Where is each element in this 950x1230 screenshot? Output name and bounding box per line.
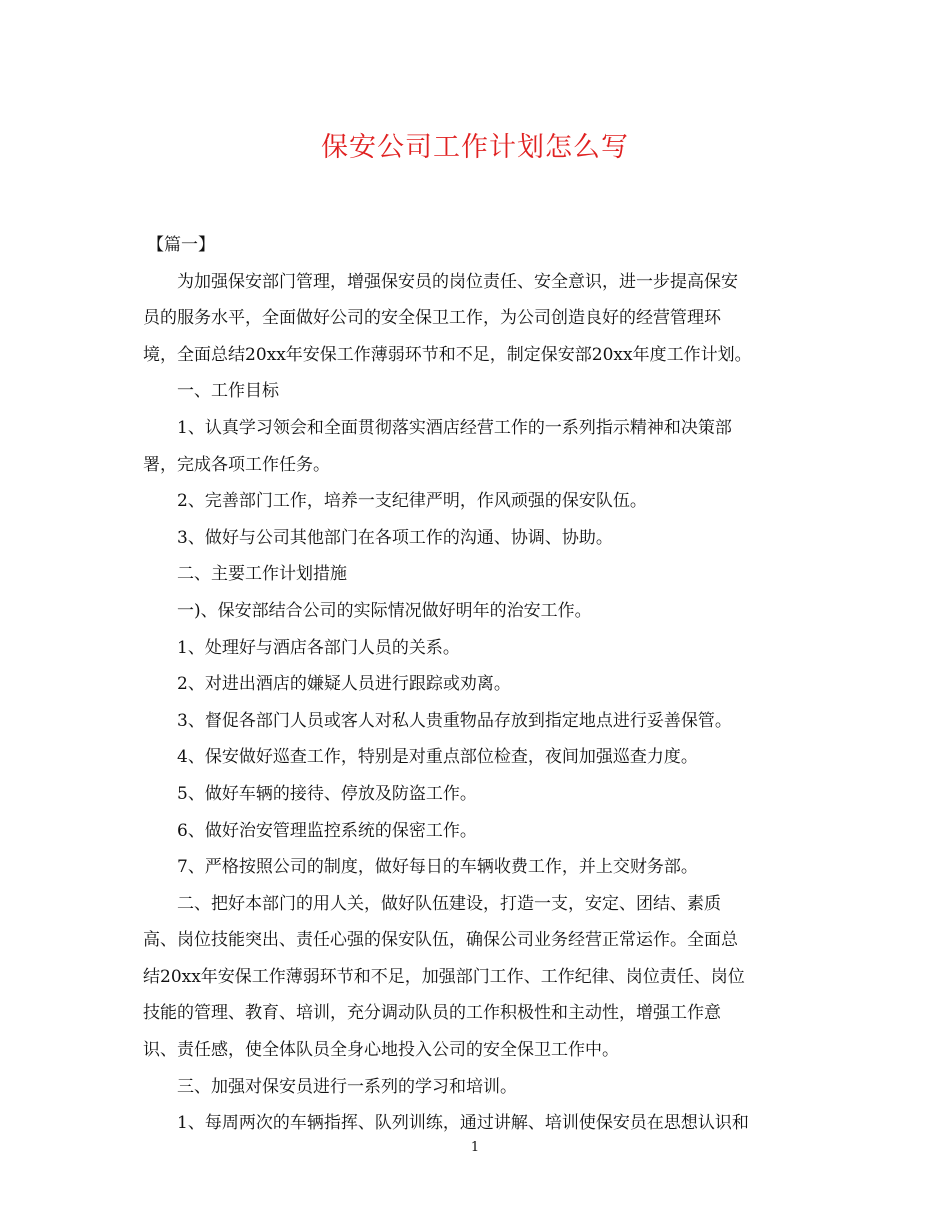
paragraph-line: 结20xx年安保工作薄弱环节和不足，加强部门工作、工作纪律、岗位责任、岗位 bbox=[143, 966, 745, 987]
paragraph-line: 2、对进出酒店的嫌疑人员进行跟踪或劝离。 bbox=[177, 674, 511, 695]
paragraph-line: 7、严格按照公司的制度，做好每日的车辆收费工作，并上交财务部。 bbox=[177, 857, 698, 878]
paragraph-line: 1、认真学习领会和全面贯彻落实酒店经营工作的一系列指示精神和决策部 bbox=[177, 417, 732, 438]
paragraph-line: 技能的管理、教育、培训，充分调动队员的工作积极性和主动性，增强工作意 bbox=[143, 1003, 721, 1024]
paragraph-line: 6、做好治安管理监控系统的保密工作。 bbox=[177, 820, 477, 841]
heading-main-measures: 二、主要工作计划措施 bbox=[177, 564, 347, 585]
paragraph-line: 境，全面总结20xx年安保工作薄弱环节和不足，制定保安部20xx年度工作计划。 bbox=[143, 344, 752, 365]
paragraph-line: 3、督促各部门人员或客人对私人贵重物品存放到指定地点进行妥善保管。 bbox=[177, 710, 732, 731]
heading-work-goals: 一、工作目标 bbox=[177, 381, 279, 402]
paragraph-line: 署，完成各项工作任务。 bbox=[143, 454, 330, 475]
paragraph-line: 1、每周两次的车辆指挥、队列训练，通过讲解、培训使保安员在思想认识和 bbox=[177, 1113, 749, 1134]
document-body bbox=[143, 227, 805, 1142]
section-label: 【篇一】 bbox=[147, 235, 215, 255]
paragraph-line: 识、责任感，使全体队员全身心地投入公司的安全保卫工作中。 bbox=[143, 1040, 619, 1061]
document-title: 保安公司工作计划怎么写 bbox=[321, 132, 629, 163]
paragraph-line: 3、做好与公司其他部门在各项工作的沟通、协调、协助。 bbox=[177, 527, 613, 548]
paragraph-line: 2、完善部门工作，培养一支纪律严明，作风顽强的保安队伍。 bbox=[177, 491, 647, 512]
paragraph-line: 4、保安做好巡查工作，特别是对重点部位检查，夜间加强巡查力度。 bbox=[177, 747, 698, 768]
paragraph-line: 高、岗位技能突出、责任心强的保安队伍，确保公司业务经营正常运作。全面总 bbox=[143, 930, 738, 951]
paragraph-line: 员的服务水平，全面做好公司的安全保卫工作，为公司创造良好的经营管理环 bbox=[143, 308, 721, 329]
paragraph-line: 1、处理好与酒店各部门人员的关系。 bbox=[177, 637, 460, 658]
paragraph-line: 一)、保安部结合公司的实际情况做好明年的治安工作。 bbox=[177, 600, 592, 621]
heading-training: 三、加强对保安员进行一系列的学习和培训。 bbox=[177, 1076, 517, 1097]
page-number: 1 bbox=[470, 1140, 480, 1155]
paragraph-line: 5、做好车辆的接待、停放及防盗工作。 bbox=[177, 783, 477, 804]
paragraph-line: 为加强保安部门管理，增强保安员的岗位责任、安全意识，进一步提高保安 bbox=[177, 271, 738, 292]
paragraph-line: 二、把好本部门的用人关，做好队伍建设，打造一支，安定、团结、素质 bbox=[177, 893, 721, 914]
